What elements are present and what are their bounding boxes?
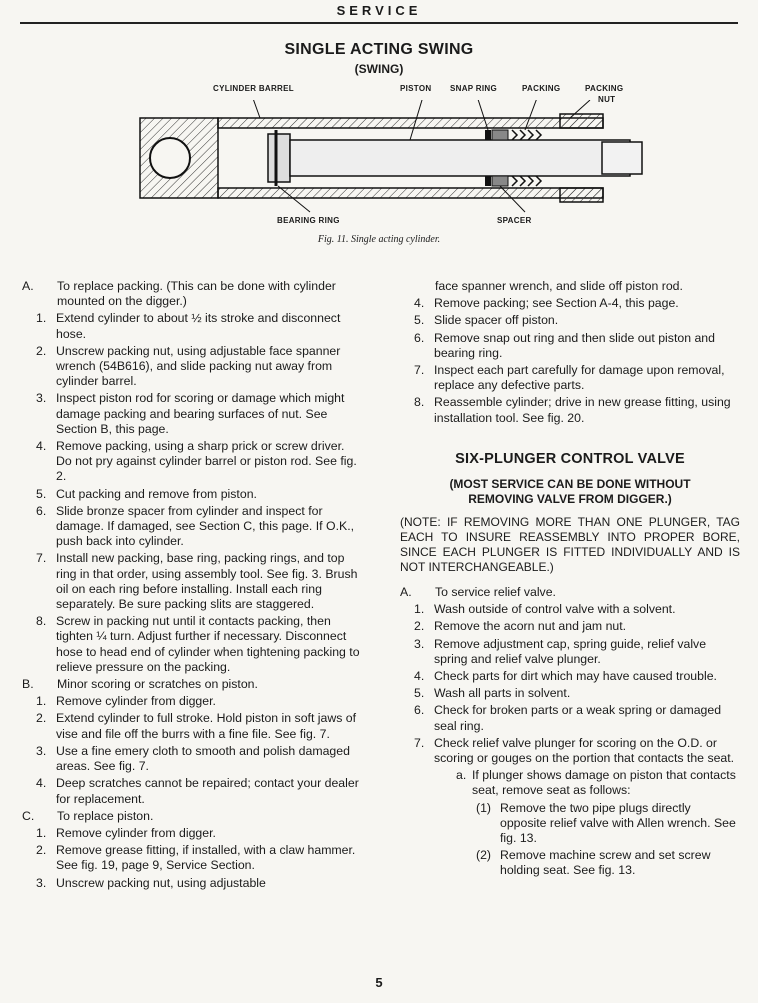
section-item <box>400 585 740 600</box>
six-plunger-subtitle-line-2: REMOVING VALVE FROM DIGGER.) <box>468 492 672 507</box>
item-marker: 3. <box>36 743 47 758</box>
six-plunger-subtitle-line-1: (MOST SERVICE CAN BE DONE WITHOUT <box>449 477 691 492</box>
list-item <box>400 801 740 847</box>
page-number: 5 <box>375 975 383 990</box>
right-column-top <box>400 279 740 426</box>
item-marker: 3. <box>36 391 47 406</box>
item-text: Check relief valve plunger for scoring on the O.D. or scoring or gouges on the portion that contacts the seat. <box>434 735 735 766</box>
item-text: Unscrew packing nut, using adjustable face spanner wrench (54B616), and slide packing nut away from cylinder barrel. <box>56 343 341 389</box>
item-marker: 1. <box>36 694 47 709</box>
right-column <box>400 279 740 879</box>
list-item <box>400 848 740 878</box>
list-item <box>22 711 362 741</box>
list-item <box>22 344 362 390</box>
label-packing: PACKING <box>522 84 561 93</box>
label-spacer: SPACER <box>497 216 532 225</box>
item-text: Remove the two pipe plugs directly opposite relief valve with Allen wrench. See fig. 13. <box>500 800 736 846</box>
item-marker: 4. <box>414 669 425 684</box>
item-marker: 4. <box>36 776 47 791</box>
list-item <box>22 439 362 485</box>
item-marker: 7. <box>414 735 425 750</box>
section-item <box>22 279 362 309</box>
item-text: face spanner wrench, and slide off piston rod. <box>435 279 683 293</box>
item-marker: 1. <box>36 825 47 840</box>
item-text: Inspect each part carefully for damage upon removal, replace any defective parts. <box>434 363 725 393</box>
list-item <box>22 614 362 675</box>
list-item <box>22 876 362 891</box>
item-text: Install new packing, base ring, packing rings, and top ring in that order, using assembly tool. See fig. 3. Brush oil on each ring before installing. Install each ring separately. Be sure packing slits are staggered. <box>56 551 358 612</box>
section-item <box>22 677 362 692</box>
list-item <box>22 843 362 873</box>
item-marker: 6. <box>414 703 425 718</box>
item-text: Check for broken parts or a weak spring or damaged seal ring. <box>434 703 722 733</box>
label-packing-nut-2: NUT <box>598 95 616 104</box>
item-marker: 1. <box>36 311 47 326</box>
item-marker: B. <box>22 677 34 692</box>
left-column <box>22 279 362 891</box>
item-text: Remove grease fitting, if installed, with a claw hammer. See fig. 19, page 9, Service Section. <box>56 843 356 873</box>
item-marker: 3. <box>414 636 425 651</box>
item-text: Wash all parts in solvent. <box>434 686 571 701</box>
item-marker: 2. <box>414 619 425 634</box>
list-item <box>400 395 740 425</box>
item-marker: 8. <box>414 395 425 410</box>
label-bearing-ring: BEARING RING <box>277 216 340 225</box>
item-marker: 2. <box>36 843 47 858</box>
item-text: Use a fine emery cloth to smooth and polish damaged areas. See fig. 7. <box>56 743 350 774</box>
header-rule <box>20 22 738 24</box>
item-marker: 6. <box>414 330 425 345</box>
item-marker: 4. <box>414 296 425 311</box>
item-text: To replace piston. <box>57 808 154 823</box>
list-item <box>400 736 740 766</box>
piston-head <box>268 134 290 182</box>
item-marker: a. <box>456 768 467 783</box>
item-text: Inspect piston rod for scoring or damage which might damage packing and bearing surfaces of nut. See Section B, this page. <box>56 391 345 436</box>
list-item <box>22 311 362 341</box>
item-marker: (2) <box>476 848 492 863</box>
item-text: Remove packing, using a sharp prick or screw driver. Do not pry against cylinder barrel or piston rod. See fig. 2. <box>56 439 357 484</box>
item-text: Remove the acorn nut and jam nut. <box>434 619 627 634</box>
item-text: Remove adjustment cap, spring guide, relief valve spring and relief valve plunger. <box>434 636 707 666</box>
barrel-wall-bottom <box>218 188 603 198</box>
item-text: Remove cylinder from digger. <box>56 694 216 709</box>
item-text: Slide bronze spacer from cylinder and inspect for damage. If damaged, see Section C, this page. If O.K., push back into cylinder. <box>56 503 355 549</box>
item-marker: (1) <box>476 800 492 815</box>
label-packing-nut-1: PACKING <box>585 84 624 93</box>
item-marker: 5. <box>414 313 425 328</box>
item-text: Slide spacer off piston. <box>434 313 559 328</box>
pivot-hole <box>150 138 190 178</box>
item-text: Extend cylinder to about ½ its stroke and disconnect hose. <box>56 311 341 341</box>
figure-caption: Fig. 11. Single acting cylinder. <box>317 234 441 245</box>
item-text: Check parts for dirt which may have caused trouble. <box>434 669 717 684</box>
list-item <box>22 391 362 437</box>
item-marker: 1. <box>414 602 425 617</box>
item-text: Cut packing and remove from piston. <box>56 486 257 501</box>
item-marker: 8. <box>36 614 47 629</box>
list-item <box>22 487 362 502</box>
item-text: To replace packing. (This can be done with cylinder mounted on the digger.) <box>57 279 336 309</box>
six-plunger-title: SIX-PLUNGER CONTROL VALVE <box>455 450 685 467</box>
item-marker: 4. <box>36 439 47 454</box>
list-item <box>22 504 362 550</box>
item-text: Minor scoring or scratches on piston. <box>57 677 258 692</box>
list-item <box>400 296 740 311</box>
item-text: Remove cylinder from digger. <box>56 825 216 840</box>
interchange-note: (NOTE: IF REMOVING MORE THAN ONE PLUNGER, TAG EACH TO INSURE REASSEMBLY INTO PROPER BORE, SINCE EACH PLUNGER IS FITTED INDIVIDUALLY AND IS NOT INTERCHANGEABLE.) <box>400 515 740 575</box>
item-marker: 2. <box>36 711 47 726</box>
item-text: To service relief valve. <box>435 585 556 600</box>
list-item <box>400 619 740 634</box>
label-cylinder-barrel: CYLINDER BARREL <box>213 84 294 93</box>
item-text: Unscrew packing nut, using adjustable <box>56 875 266 890</box>
list-item <box>400 279 740 294</box>
list-item <box>22 776 362 806</box>
list-item <box>400 669 740 684</box>
item-text: Screw in packing nut until it contacts packing, then tighten ¼ turn. Adjust further if necessary. Disconnect hose to head end of cylinder when tightening packing to relieve pressure on the packing. <box>56 614 360 674</box>
item-text: If plunger shows damage on piston that contacts seat, remove seat as follows: <box>472 768 736 798</box>
item-marker: 3. <box>36 875 47 890</box>
item-marker: 7. <box>414 363 425 378</box>
list-item <box>400 768 740 798</box>
item-marker: 2. <box>36 343 47 358</box>
item-text: Reassemble cylinder; drive in new grease fitting, using installation tool. See fig. 20. <box>434 395 731 425</box>
item-text: Deep scratches cannot be repaired; contact your dealer for replacement. <box>56 776 359 806</box>
item-text: Remove snap out ring and then slide out piston and bearing ring. <box>434 330 715 360</box>
item-marker: 5. <box>414 686 425 701</box>
list-item <box>22 694 362 709</box>
piston-rod <box>290 140 630 176</box>
list-item <box>400 703 740 733</box>
right-column-bottom <box>400 585 740 879</box>
label-piston: PISTON <box>400 84 432 93</box>
section-item <box>22 809 362 824</box>
list-item <box>400 686 740 701</box>
figure-subtitle: (SWING) <box>354 62 404 76</box>
section-header: SERVICE <box>336 3 422 18</box>
list-item <box>400 637 740 667</box>
item-marker: 5. <box>36 486 47 501</box>
list-item <box>400 313 740 328</box>
page-header <box>0 0 758 26</box>
cylinder-diagram <box>130 100 650 215</box>
list-item <box>400 331 740 361</box>
item-text: Remove machine screw and set screw holding seat. See fig. 13. <box>500 848 711 878</box>
item-text: Remove packing; see Section A-4, this page. <box>434 296 679 311</box>
label-snap-ring: SNAP RING <box>450 84 498 93</box>
six-plunger-subtitle <box>400 477 740 507</box>
item-marker: 6. <box>36 503 47 518</box>
list-item <box>400 363 740 393</box>
item-text: Extend cylinder to full stroke. Hold piston in soft jaws of vise and file off the burrs with a fine file. See fig. 7. <box>56 711 357 741</box>
figure-title: SINGLE ACTING SWING <box>284 41 474 58</box>
item-text: Wash outside of control valve with a solvent. <box>434 602 676 617</box>
item-marker: A. <box>400 585 412 600</box>
list-item <box>400 602 740 617</box>
list-item <box>22 551 362 612</box>
barrel-wall-top <box>218 118 603 128</box>
list-item <box>22 744 362 774</box>
item-marker: 7. <box>36 551 47 566</box>
list-item <box>22 826 362 841</box>
item-marker: A. <box>22 279 34 293</box>
item-marker: C. <box>22 808 35 823</box>
